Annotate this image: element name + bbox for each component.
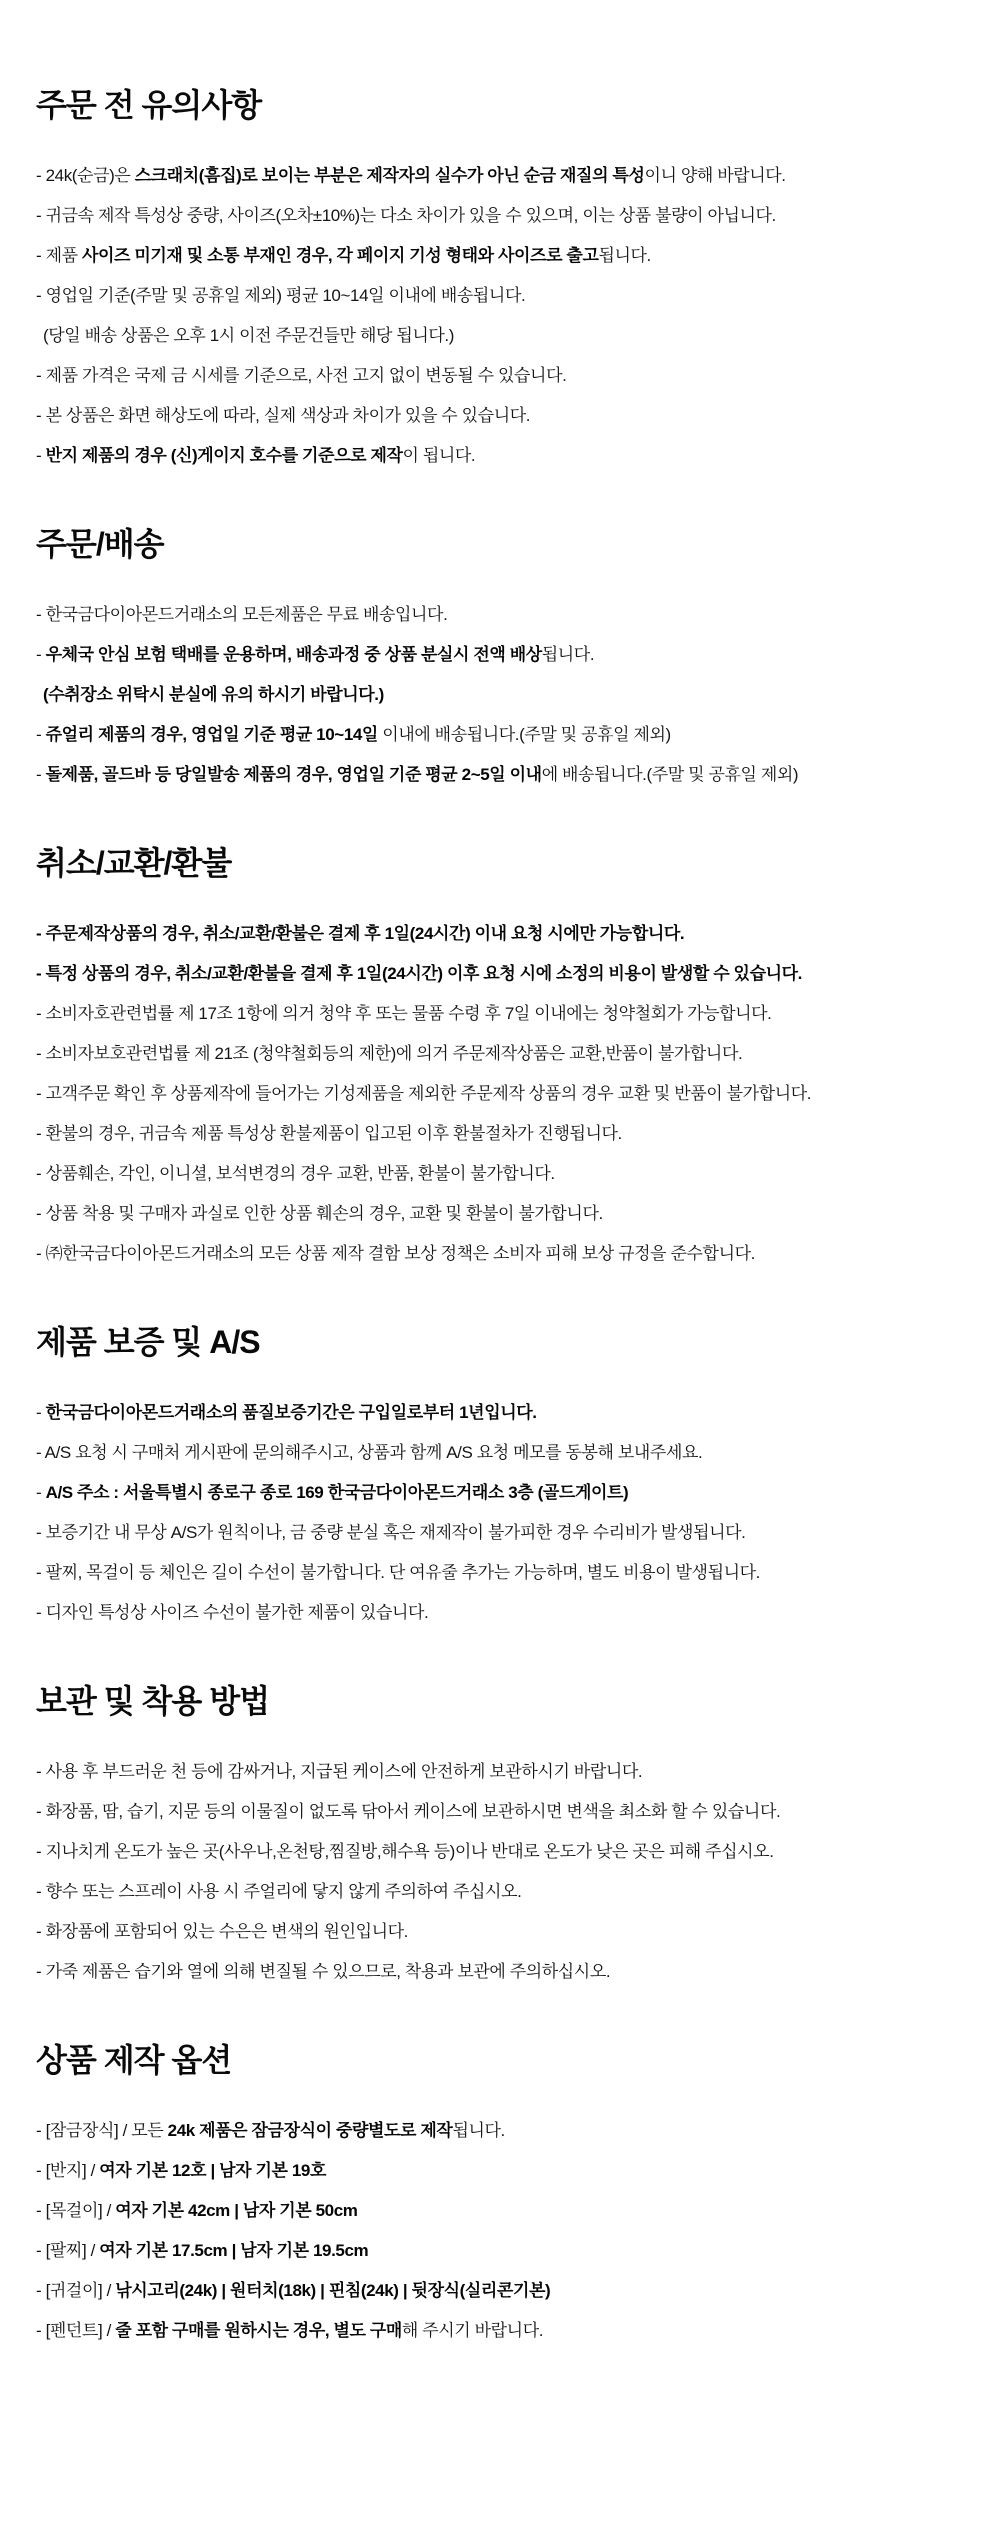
notice-section-storage-wearing — [36, 1682, 970, 1981]
notice-line — [36, 725, 970, 744]
section-lines — [36, 166, 970, 465]
notice-sections — [36, 86, 970, 2340]
section-lines — [36, 1403, 970, 1622]
text-segment: A/S 주소 : 서울특별시 종로구 종로 169 한국금다이아몬드거래소 3층 (골드게이트) — [45, 1483, 629, 1502]
text-segment: - — [36, 1483, 46, 1502]
notice-line — [36, 1443, 970, 1462]
text-segment: - — [36, 446, 46, 465]
text-segment: (수취장소 위탁시 분실에 유의 하시기 바랍니다.) — [43, 685, 384, 704]
text-segment: 24k 제품은 잠금장식이 중량별도로 제작 — [167, 2121, 453, 2140]
text-segment: - 소비자보호관련법률 제 21조 (청약철회등의 제한)에 의거 주문제작상품은 교환,반품이 불가합니다. — [36, 1044, 743, 1063]
text-segment: 우체국 안심 보험 택배를 운용하며, 배송과정 중 상품 분실시 전액 배상 — [45, 645, 542, 664]
notice-line — [36, 246, 970, 265]
text-segment: 여자 기본 17.5cm | 남자 기본 19.5cm — [99, 2241, 369, 2260]
text-segment: - 주문제작상품의 경우, 취소/교환/환불은 결제 후 1일(24시간) 이내 요청 시에만 가능합니다. — [36, 924, 685, 943]
text-segment: - 사용 후 부드러운 천 등에 감싸거나, 지급된 케이스에 안전하게 보관하시기 바랍니다. — [36, 1762, 643, 1781]
notice-line — [36, 1603, 970, 1622]
notice-line — [36, 1962, 970, 1981]
text-segment: - [팔찌] / — [36, 2241, 100, 2260]
text-segment: - 한국금다이아몬드거래소의 모든제품은 무료 배송입니다. — [36, 605, 448, 624]
notice-line — [36, 765, 970, 784]
text-segment: - 향수 또는 스프레이 사용 시 주얼리에 닿지 않게 주의하여 주십시오. — [36, 1882, 522, 1901]
notice-line — [36, 1882, 970, 1901]
notice-line — [36, 1204, 970, 1223]
text-segment: - [펜던트] / — [36, 2321, 116, 2340]
notice-line — [36, 1762, 970, 1781]
section-title: 주문/배송 — [36, 526, 164, 562]
notice-line — [36, 1403, 970, 1422]
notice-line — [36, 2201, 970, 2220]
text-segment: - ㈜한국금다이아몬드거래소의 모든 상품 제작 결함 보상 정책은 소비자 피해 보상 규정을 준수합니다. — [36, 1244, 755, 1263]
section-title: 제품 보증 및 A/S — [36, 1324, 260, 1360]
notice-line — [36, 446, 970, 465]
text-segment: 스크래치(흠집)로 보이는 부분은 제작자의 실수가 아닌 순금 재질의 특성 — [134, 166, 645, 185]
text-segment: - [반지] / — [36, 2161, 100, 2180]
notice-line — [36, 645, 970, 664]
section-lines — [36, 2121, 970, 2340]
notice-line — [36, 1523, 970, 1542]
notice-line — [36, 1922, 970, 1941]
notice-line — [36, 964, 970, 983]
text-segment: - [귀걸이] / — [36, 2281, 116, 2300]
text-segment: - 본 상품은 화면 해상도에 따라, 실제 색상과 차이가 있을 수 있습니다. — [36, 406, 531, 425]
notice-line — [36, 1044, 970, 1063]
text-segment: (당일 배송 상품은 오후 1시 이전 주문건들만 해당 됩니다.) — [43, 326, 454, 345]
notice-line — [36, 2241, 970, 2260]
section-lines — [36, 924, 970, 1263]
notice-line — [36, 2321, 970, 2340]
text-segment: - 제품 가격은 국제 금 시세를 기준으로, 사전 고지 없이 변동될 수 있습니다. — [36, 366, 567, 385]
notice-line — [36, 2121, 970, 2140]
text-segment: 됩니다. — [598, 246, 651, 265]
notice-line — [36, 1244, 970, 1263]
text-segment: 반지 제품의 경우 (신)게이지 호수를 기준으로 제작 — [45, 446, 403, 465]
notice-line — [36, 326, 970, 345]
notice-line — [36, 1483, 970, 1502]
notice-line — [36, 924, 970, 943]
text-segment: - 귀금속 제작 특성상 중량, 사이즈(오차±10%)는 다소 차이가 있을 수 있으며, 이는 상품 불량이 아닙니다. — [36, 206, 776, 225]
text-segment: 됩니다. — [452, 2121, 505, 2140]
notice-line — [36, 1802, 970, 1821]
notice-line — [36, 1164, 970, 1183]
text-segment: 사이즈 미기재 및 소통 부재인 경우, 각 페이지 기성 형태와 사이즈로 출고 — [81, 246, 599, 265]
section-lines — [36, 605, 970, 784]
text-segment: 에 배송됩니다.(주말 및 공휴일 제외) — [541, 765, 799, 784]
notice-section-order-shipping — [36, 525, 970, 784]
text-segment: 돌제품, 골드바 등 당일발송 제품의 경우, 영업일 기준 평균 2~5일 이내 — [45, 765, 542, 784]
notice-line — [36, 406, 970, 425]
text-segment: - — [36, 765, 46, 784]
text-segment: - 디자인 특성상 사이즈 수선이 불가한 제품이 있습니다. — [36, 1603, 429, 1622]
notice-line — [36, 1563, 970, 1582]
text-segment: 줄 포함 구매를 원하시는 경우, 별도 구매 — [115, 2321, 402, 2340]
section-title: 상품 제작 옵션 — [36, 2042, 232, 2078]
notice-line — [36, 1842, 970, 1861]
notice-line — [36, 2281, 970, 2300]
text-segment: - 보증기간 내 무상 A/S가 원칙이나, 금 중량 분실 혹은 재제작이 불가피한 경우 수리비가 발생됩니다. — [36, 1523, 746, 1542]
text-segment: - 상품훼손, 각인, 이니셜, 보석변경의 경우 교환, 반품, 환불이 불가합니다. — [36, 1164, 555, 1183]
text-segment: - 지나치게 온도가 높은 곳(사우나,온천탕,찜질방,해수욕 등)이나 반대로 온도가 낮은 곳은 피해 주십시오. — [36, 1842, 774, 1861]
text-segment: - 화장품에 포함되어 있는 수은은 변색의 원인입니다. — [36, 1922, 408, 1941]
text-segment: - 24k(순금)은 — [36, 166, 135, 185]
text-segment: 이 됩니다. — [402, 446, 476, 465]
text-segment: - 상품 착용 및 구매자 과실로 인한 상품 훼손의 경우, 교환 및 환불이 불가합니다. — [36, 1204, 603, 1223]
notice-line — [36, 1004, 970, 1023]
text-segment: 한국금다이아몬드거래소의 품질보증기간은 구입일로부터 1년입니다. — [45, 1403, 537, 1422]
text-segment: - [잠금장식] / 모든 — [36, 2121, 168, 2140]
text-segment: - 가죽 제품은 습기와 열에 의해 변질될 수 있으므로, 착용과 보관에 주의하십시오. — [36, 1962, 611, 1981]
notice-line — [36, 286, 970, 305]
text-segment: 해 주시기 바랍니다. — [401, 2321, 544, 2340]
text-segment: 쥬얼리 제품의 경우, 영업일 기준 평균 10~14일 — [45, 725, 378, 744]
text-segment: - 제품 — [36, 246, 82, 265]
notice-line — [36, 1084, 970, 1103]
notice-section-cancel-exchange-refund — [36, 844, 970, 1263]
text-segment: - — [36, 645, 46, 664]
notice-section-warranty-as — [36, 1323, 970, 1622]
text-segment: 여자 기본 12호 | 남자 기본 19호 — [99, 2161, 326, 2180]
text-segment: 됩니다. — [541, 645, 595, 664]
notice-section-product-options — [36, 2041, 970, 2340]
notice-line — [36, 605, 970, 624]
notice-line — [36, 685, 970, 704]
text-segment: - 소비자호관련법률 제 17조 1항에 의거 청약 후 또는 물품 수령 후 7일 이내에는 청약철회가 가능합니다. — [36, 1004, 772, 1023]
text-segment: 이내에 배송됩니다.(주말 및 공휴일 제외) — [377, 725, 671, 744]
notice-line — [36, 166, 970, 185]
text-segment: 이니 양해 바랍니다. — [644, 166, 786, 185]
section-lines — [36, 1762, 970, 1981]
text-segment: - 화장품, 땀, 습기, 지문 등의 이물질이 없도록 닦아서 케이스에 보관하시면 변색을 최소화 할 수 있습니다. — [36, 1802, 781, 1821]
notice-section-pre-order-notice — [36, 86, 970, 465]
section-title: 취소/교환/환불 — [36, 845, 232, 881]
notice-line — [36, 366, 970, 385]
text-segment: 낚시고리(24k) | 원터치(18k) | 핀침(24k) | 뒷장식(실리콘기본) — [115, 2281, 551, 2300]
text-segment: - 영업일 기준(주말 및 공휴일 제외) 평균 10~14일 이내에 배송됩니다. — [36, 286, 526, 305]
section-title: 보관 및 착용 방법 — [36, 1683, 270, 1719]
text-segment: - — [36, 725, 46, 744]
text-segment: - 고객주문 확인 후 상품제작에 들어가는 기성제품을 제외한 주문제작 상품의 경우 교환 및 반품이 불가합니다. — [36, 1084, 812, 1103]
text-segment: - [목걸이] / — [36, 2201, 116, 2220]
text-segment: - 팔찌, 목걸이 등 체인은 길이 수선이 불가합니다. 단 여유줄 추가는 가능하며, 별도 비용이 발생됩니다. — [36, 1563, 760, 1582]
text-segment: - 특정 상품의 경우, 취소/교환/환불을 결제 후 1일(24시간) 이후 요청 시에 소정의 비용이 발생할 수 있습니다. — [36, 964, 802, 983]
notice-line — [36, 2161, 970, 2180]
text-segment: - 환불의 경우, 귀금속 제품 특성상 환불제품이 입고된 이후 환불절차가 진행됩니다. — [36, 1124, 622, 1143]
text-segment: - — [36, 1403, 46, 1422]
section-title: 주문 전 유의사항 — [36, 87, 262, 123]
text-segment: - A/S 요청 시 구매처 게시판에 문의해주시고, 상품과 함께 A/S 요청 메모를 동봉해 보내주세요. — [36, 1443, 703, 1462]
notice-line — [36, 206, 970, 225]
notice-line — [36, 1124, 970, 1143]
text-segment: 여자 기본 42cm | 남자 기본 50cm — [115, 2201, 358, 2220]
